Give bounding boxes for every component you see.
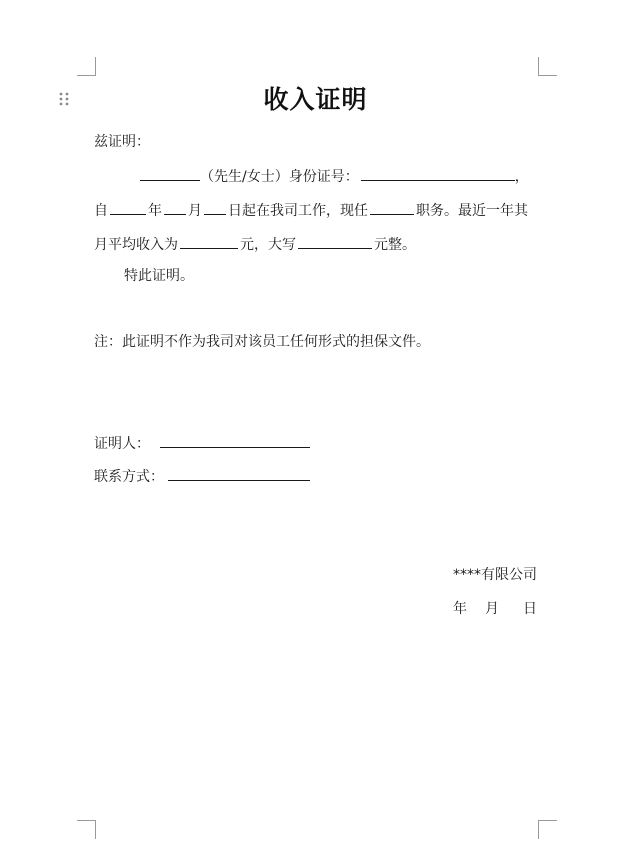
start-day-blank[interactable]	[204, 199, 226, 215]
name-blank[interactable]	[140, 165, 200, 181]
position-suffix-text: 职务。最近一年其	[416, 203, 528, 219]
year-text: 年	[148, 203, 162, 219]
closing-text: 特此证明。	[124, 268, 194, 284]
income-capital-blank[interactable]	[298, 233, 372, 249]
contact-label: 联系方式：	[94, 469, 164, 485]
crop-mark-top-left	[77, 57, 96, 76]
date-day: 日	[523, 601, 537, 617]
signature-date	[453, 599, 537, 619]
contact-blank[interactable]	[168, 465, 310, 481]
id-number-blank[interactable]	[361, 165, 515, 181]
yuan-full-text: 元整。	[374, 237, 416, 253]
note-text: 注：此证明不作为我司对该员工任何形式的担保文件。	[94, 334, 430, 350]
monthly-income-text: 月平均收入为	[94, 237, 178, 253]
day-start-text: 日起在我司工作，现任	[228, 203, 368, 219]
certifier-line	[94, 432, 310, 454]
month-text: 月	[188, 203, 202, 219]
date-year: 年	[453, 601, 467, 617]
certifier-label: 证明人：	[94, 436, 150, 452]
start-year-blank[interactable]	[110, 199, 146, 215]
crop-mark-top-right	[538, 57, 557, 76]
document-title: 收入证明	[263, 85, 368, 114]
position-blank[interactable]	[370, 199, 414, 215]
person-title-text: （先生/女士）身份证号：	[200, 169, 359, 185]
company-name: ****有限公司	[453, 567, 537, 583]
certifier-blank[interactable]	[160, 432, 310, 448]
from-text: 自	[94, 203, 108, 219]
line-employment	[94, 199, 528, 221]
comma-text: ，	[514, 169, 529, 185]
contact-line	[94, 465, 310, 487]
line-identity	[140, 165, 529, 187]
start-month-blank[interactable]	[164, 199, 186, 215]
date-month: 月	[485, 601, 499, 617]
yuan-comma-text: 元，大写	[240, 237, 296, 253]
line-income	[94, 233, 416, 255]
crop-mark-bottom-right	[538, 820, 557, 839]
crop-mark-bottom-left	[77, 820, 96, 839]
income-amount-blank[interactable]	[180, 233, 238, 249]
intro-text: 兹证明：	[94, 134, 150, 150]
